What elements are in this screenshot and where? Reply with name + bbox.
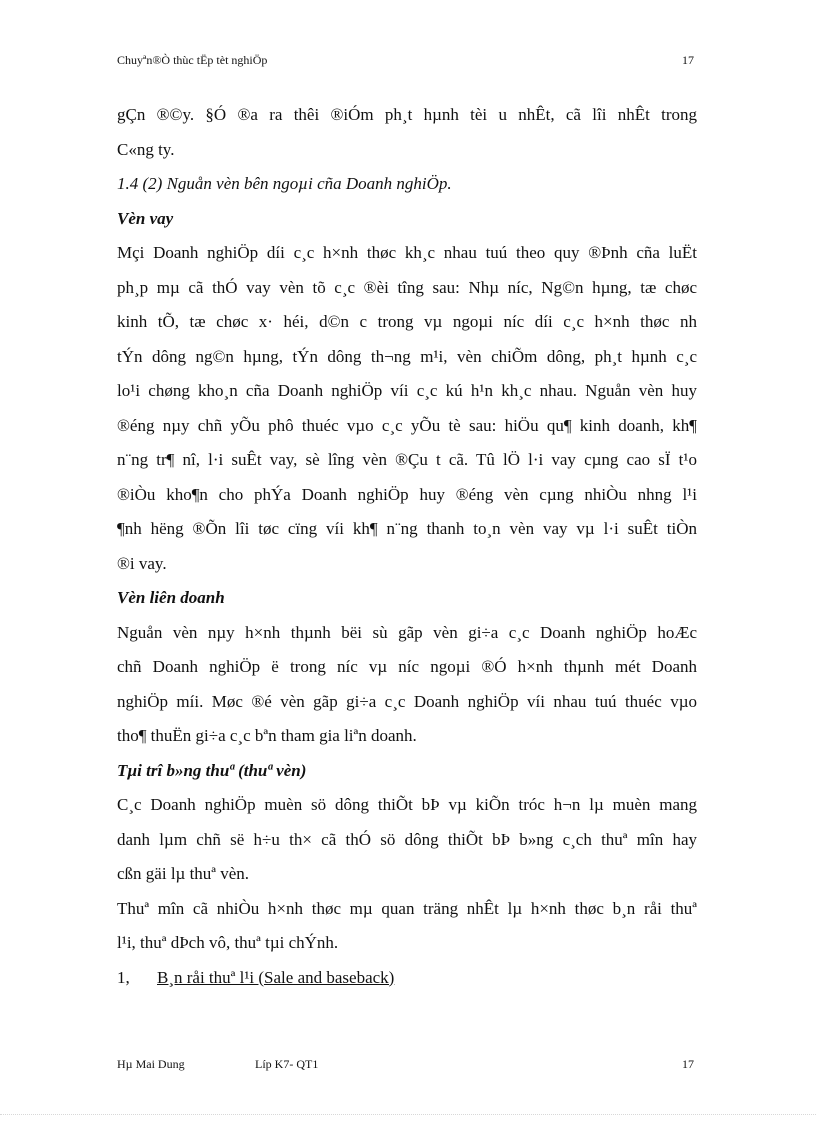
numbered-item-text: B¸n råi thuª l¹i (Sale and baseback) bbox=[157, 967, 395, 987]
paragraph-line: l¹i, thuª dÞch vô, thuª tµi chÝnh. bbox=[117, 933, 339, 952]
numbered-item bbox=[117, 961, 697, 996]
paragraph-line: ®i vay. bbox=[117, 553, 167, 573]
paragraph-line: Nguån vèn nµy h×nh thµnh bëi sù gãp vèn gi÷a c¸c Doanh nghiÖp hoÆc bbox=[117, 622, 697, 642]
running-header-title: Chuyªn®Ò thùc tËp tèt nghiÖp bbox=[117, 53, 268, 67]
paragraph-line: C¸c Doanh nghiÖp muèn sö dông thiÕt bÞ vµ kiÕn tróc h¬n lµ muèn mang bbox=[117, 795, 697, 814]
document-body bbox=[117, 98, 697, 995]
paragraph-line: Mçi Doanh nghiÖp díi c¸c h×nh thøc kh¸c nhau tuú theo quy ®Þnh cña luËt bbox=[117, 243, 697, 262]
paragraph-line: tÝn dông ng©n hµng, tÝn dông th¬ng m¹i, vèn chiÕm dông, ph¸t hµnh c¸c bbox=[117, 346, 697, 366]
subsection-heading-loan-capital: Vèn vay bbox=[117, 208, 174, 228]
subsection-heading-leasing: Tµi trî b»ng thuª (thuª vèn) bbox=[117, 760, 307, 780]
paragraph-line: danh lµm chñ së h÷u th× cã thÓ sö dông thiÕt bÞ b»ng c¸ch thuª mîn hay bbox=[117, 829, 697, 849]
footer-page-number: 17 bbox=[682, 1057, 694, 1071]
footer-class: Líp K7- QT1 bbox=[255, 1057, 319, 1071]
paragraph-line: cßn gäi lµ thuª vèn. bbox=[117, 864, 250, 883]
paragraph-line: n¨ng tr¶ nî, l·i suÊt vay, sè lîng vèn ®Çu t cã. Tû lÖ l·i vay cµng cao sÏ t¹o bbox=[117, 450, 697, 469]
page-bottom-divider bbox=[0, 1114, 816, 1115]
paragraph-line: ®éng nµy chñ yÕu phô thuéc vµo c¸c yÕu tè sau: hiÖu qu¶ kinh doanh, kh¶ bbox=[117, 415, 697, 435]
paragraph-line: ¶nh hëng ®Õn lîi tøc cïng víi kh¶ n¨ng thanh to¸n vèn vay vµ l·i suÊt tiÒn bbox=[117, 519, 697, 538]
paragraph-line: ®iÒu kho¶n cho phÝa Doanh nghiÖp huy ®éng vèn cµng nhiÒu nhng l¹i bbox=[117, 484, 697, 504]
paragraph-line: kinh tÕ, tæ chøc x· héi, d©n c trong vµ ngoµi níc díi c¸c h×nh thøc nh bbox=[117, 312, 697, 331]
paragraph-line: lo¹i chøng kho¸n cña Doanh nghiÖp víi c¸c kú h¹n kh¸c nhau. Nguån vèn huy bbox=[117, 381, 697, 400]
paragraph-line: nghiÖp míi. Møc ®é vèn gãp gi÷a c¸c Doanh nghiÖp víi nhau tuú thuéc vµo bbox=[117, 691, 697, 711]
paragraph-line: Thuª mîn cã nhiÒu h×nh thøc mµ quan träng nhÊt lµ h×nh thøc b¸n råi thuª bbox=[117, 898, 697, 918]
header-page-number: 17 bbox=[682, 53, 694, 67]
numbered-item-number: 1, bbox=[117, 967, 130, 987]
paragraph-line: chñ Doanh nghiÖp ë trong níc vµ níc ngoµi ®Ó h×nh thµnh mét Doanh bbox=[117, 657, 697, 676]
paragraph-line: gÇn ®©y. §Ó ®a ra thêi ®iÓm ph¸t hµnh tèi u nhÊt, cã lîi nhÊt trong bbox=[117, 105, 697, 124]
paragraph-line: tho¶ thuËn gi÷a c¸c bªn tham gia liªn doanh. bbox=[117, 726, 417, 745]
paragraph-line: C«ng ty. bbox=[117, 139, 175, 159]
subsection-heading-joint-venture: Vèn liên doanh bbox=[117, 588, 225, 607]
section-heading: 1.4 (2) Nguån vèn bên ngoµi cña Doanh nghiÖp. bbox=[117, 174, 452, 193]
footer-author: Hµ Mai Dung bbox=[117, 1057, 185, 1071]
paragraph-line: ph¸p mµ cã thÓ vay vèn tõ c¸c ®èi tîng sau: Nhµ níc, Ng©n hµng, tæ chøc bbox=[117, 277, 697, 297]
